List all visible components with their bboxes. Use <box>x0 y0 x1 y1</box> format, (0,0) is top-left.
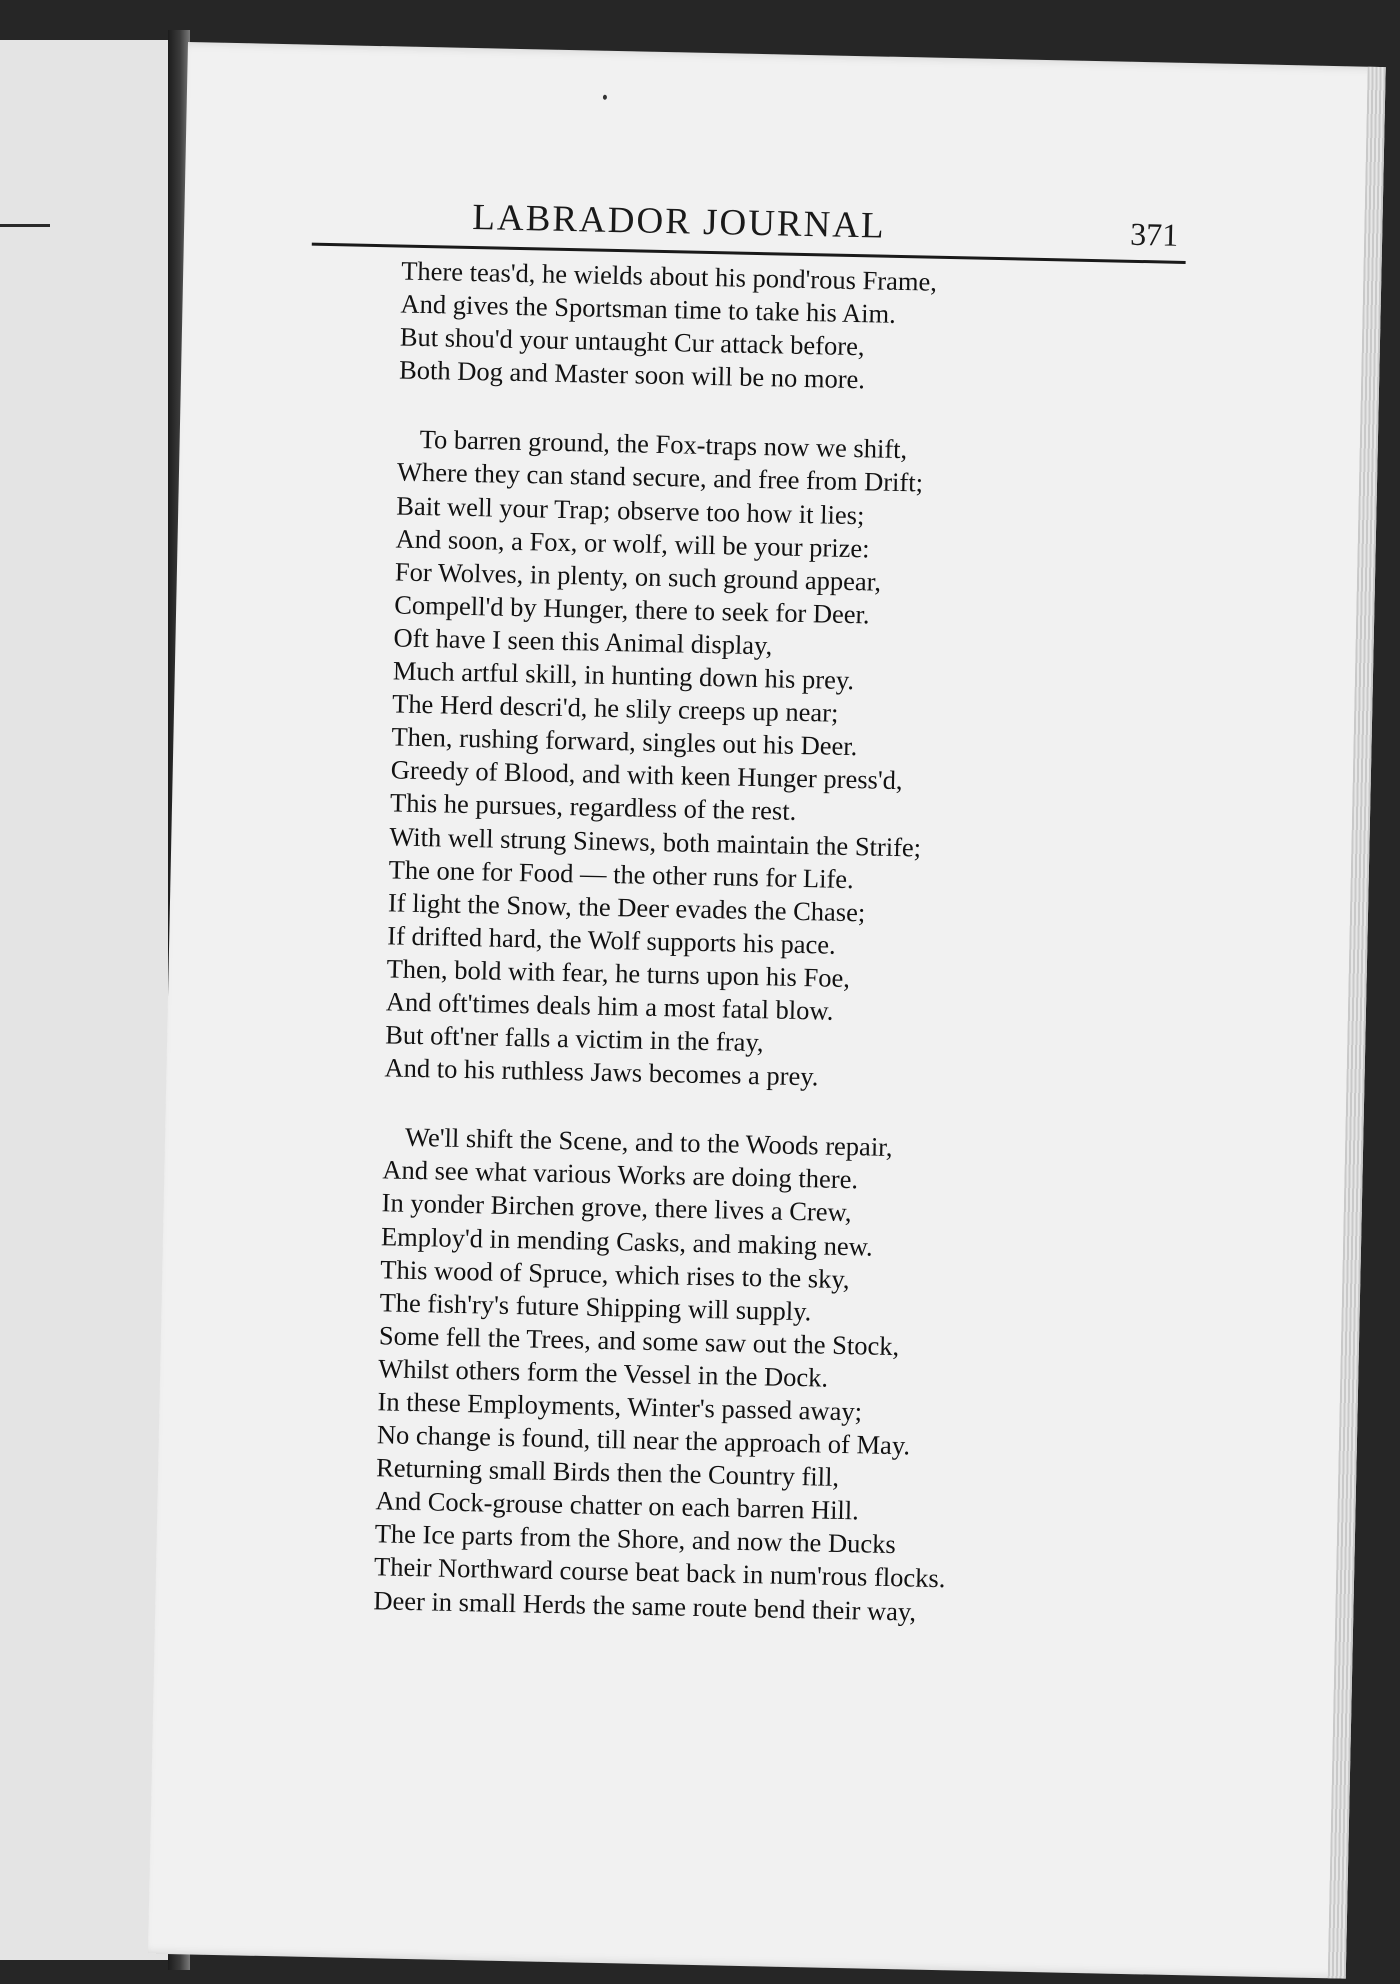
poem-line: For Wolves, in plenty, on such ground appear, <box>394 556 882 597</box>
facing-page-edge <box>0 40 176 1960</box>
poem-line: Deer in small Herds the same route bend their way, <box>373 1584 917 1627</box>
poem-line: Employ'd in mending Casks, and making new. <box>380 1220 874 1262</box>
poem-line: In these Employments, Winter's passed away; <box>377 1386 863 1427</box>
poem-line: And to his ruthless Jaws becomes a prey. <box>384 1052 819 1092</box>
facing-page-rule <box>0 224 50 227</box>
stanza <box>373 1121 1183 1634</box>
stanza <box>384 423 1198 1101</box>
book-page <box>148 42 1386 1979</box>
poem-line: With well strung Sinews, both maintain the Strife; <box>389 820 922 863</box>
poem-line: Their Northward course beat back in num'rous flocks. <box>373 1551 946 1594</box>
poem-line: Both Dog and Master soon will be no more. <box>398 354 866 395</box>
poem-line: Returning small Birds then the Country fill, <box>375 1452 840 1493</box>
poem-line: Compell'd by Hunger, there to seek for Deer. <box>393 589 870 630</box>
poem-line: And see what various Works are doing there. <box>382 1154 859 1195</box>
ink-speck <box>603 95 607 100</box>
poem-line: Greedy of Blood, and with keen Hunger press'd, <box>390 754 903 796</box>
poem-text <box>372 255 1201 1670</box>
page-stack-edge <box>1328 67 1386 1979</box>
poem-line: Where they can stand secure, and free from Drift; <box>396 456 924 498</box>
poem-line: And Cock-grouse chatter on each barren Hill. <box>375 1485 860 1526</box>
running-head: LABRADOR JOURNAL <box>471 196 887 247</box>
stanza <box>399 255 1202 404</box>
poem-line: The one for Food — the other runs for Life. <box>388 853 855 894</box>
poem-line: Much artful skill, in hunting down his prey. <box>392 655 855 696</box>
poem-line: Then, rushing forward, singles out his Deer. <box>391 721 858 762</box>
poem-line: This he pursues, regardless of the rest. <box>389 787 797 827</box>
poem-line: And gives the Sportsman time to take his Aim. <box>400 288 897 329</box>
poem-line: We'll shift the Scene, and to the Woods repair, <box>404 1122 893 1163</box>
poem-line: If drifted hard, the Wolf supports his pace. <box>387 920 837 960</box>
poem-line: Bait well your Trap; observe too how it lies; <box>396 490 865 530</box>
poem-line: The Herd descri'd, he slily creeps up near; <box>391 688 839 728</box>
poem-line: Whilst others form the Vessel in the Dock. <box>377 1353 829 1393</box>
poem-line: But shou'd your untaught Cur attack before, <box>399 321 865 362</box>
poem-line: Oft have I seen this Animal display, <box>393 622 773 661</box>
poem-line: But oft'ner falls a victim in the fray, <box>384 1019 764 1058</box>
poem-line: The Ice parts from the Shore, and now the Ducks <box>374 1518 897 1560</box>
poem-line: In yonder Birchen grove, there lives a Crew, <box>381 1187 852 1228</box>
poem-line: To barren ground, the Fox-traps now we shift, <box>419 424 908 465</box>
poem-line: Some fell the Trees, and some saw out the Stock, <box>378 1320 900 1361</box>
poem-line: And soon, a Fox, or wolf, will be your prize: <box>395 523 870 564</box>
poem-line: And oft'times deals him a most fatal blow. <box>385 986 834 1026</box>
poem-line: This wood of Spruce, which rises to the sky, <box>380 1253 850 1294</box>
poem-line: Then, bold with fear, he turns upon his Foe, <box>386 953 851 993</box>
poem-line: There teas'd, he wields about his pond'rous Frame, <box>400 255 938 297</box>
poem-line: No change is found, till near the approach of May. <box>376 1419 911 1461</box>
page-number: 371 <box>1129 215 1179 253</box>
page-header <box>312 181 1187 264</box>
poem-line: If light the Snow, the Deer evades the Chase; <box>387 887 866 928</box>
poem-line: The fish'ry's future Shipping will supply. <box>379 1287 812 1327</box>
